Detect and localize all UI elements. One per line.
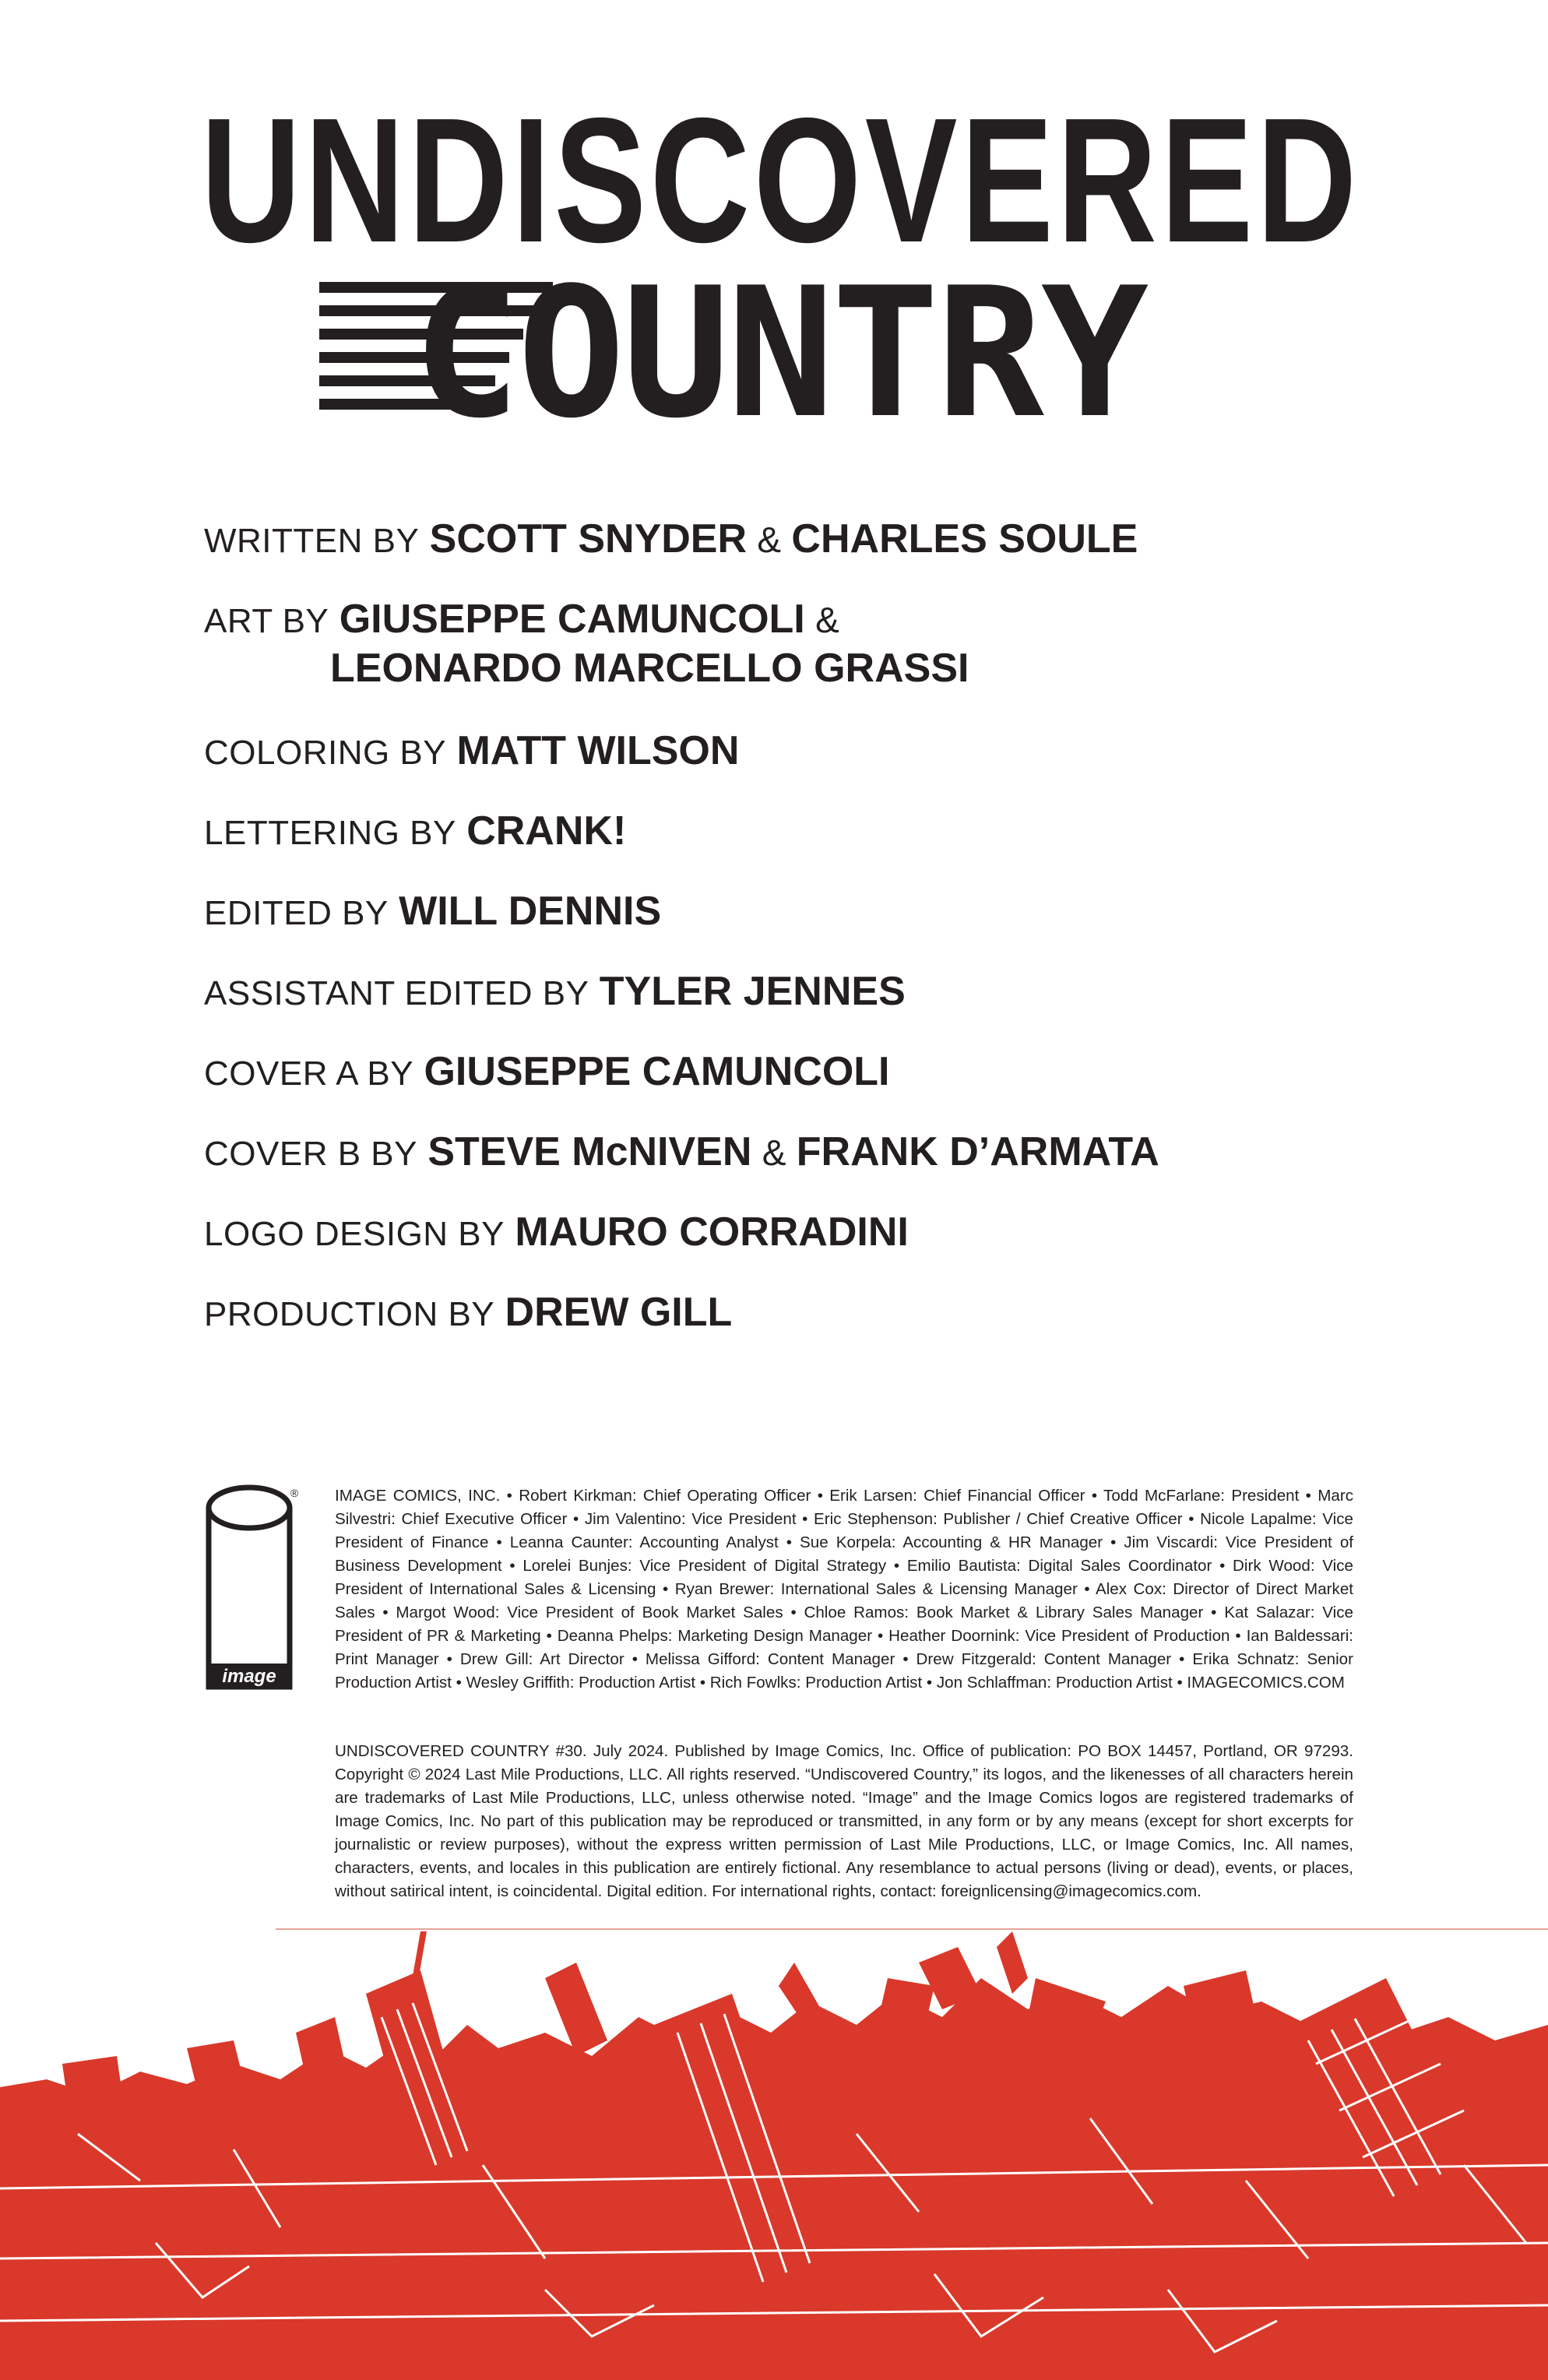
credit-assistant-edited-by: ASSISTANT EDITED BY TYLER JENNES [204, 969, 906, 1014]
city-rubble-illustration [0, 1931, 1548, 2380]
credits-list [204, 516, 1372, 1369]
divider-line [276, 1928, 1548, 1930]
credit-edited-by: EDITED BY WILL DENNIS [204, 889, 662, 934]
credit-cover-a-by: COVER A BY GIUSEPPE CAMUNCOLI [204, 1049, 890, 1094]
credit-logo-design-by: LOGO DESIGN BY MAURO CORRADINI [204, 1209, 909, 1255]
title-line-2-group [319, 250, 1355, 458]
credit-cover-b-by: COVER B BY STEVE McNIVEN & FRANK D’ARMATA [204, 1129, 1159, 1174]
title-line-2: COUNTRY [413, 250, 1146, 458]
title-line-1: UNDISCOVERED [201, 82, 1360, 280]
credit-art-by: ART BY GIUSEPPE CAMUNCOLI & LEONARDO MARCELLO GRASSI [204, 597, 969, 691]
svg-text:®: ® [290, 1487, 299, 1499]
staff-listing: IMAGE COMICS, INC. • Robert Kirkman: Chief Operating Officer • Erik Larsen: Chief Financial Officer • Todd McFarlane: President • Marc Silvestri: Chief Executive Officer • Jim Valentino: Vice President • Eric Stephenson: Publisher / Chief Creative Officer • Nicole Lapalme: Vice President of Finance • Leanna Caunter: Accounting Analyst • Sue Korpela: Accounting & HR Manager • Jim Viscardi: Vice President of Business Development • Lorelei Bunjes: Vice President of Digital Strategy • Emilio Bautista: Digital Sales Coordinator • Dirk Wood: Vice President of International Sales & Licensing • Ryan Brewer: International Sales & Licensing Manager • Alex Cox: Director of Direct Market Sales • Margot Wood: Vice President of Book Market Sales • Chloe Ramos: Book Market & Library Sales Manager • Kat Salazar: Vice President of PR & Marketing • Deanna Phelps: Marketing Design Manager • Heather Doornink: Vice President of Production • Ian Baldessari: Print Manager • Drew Gill: Art Director • Melissa Gifford: Content Manager • Drew Fitzgerald: Content Manager • Erika Schnatz: Senior Production Artist • Wesley Griffith: Production Artist • Rich Fowlks: Production Artist • Jon Schlaffman: Production Artist • IMAGECOMICS.COM [335, 1487, 1353, 1692]
credit-written-by: WRITTEN BY SCOTT SNYDER & CHARLES SOULE [204, 516, 1138, 562]
svg-text:image: image [222, 1666, 276, 1687]
legal-indicia: UNDISCOVERED COUNTRY #30. July 2024. Published by Image Comics, Inc. Office of publication: PO BOX 14457, Portland, OR 97293. Copyright © 2024 Last Mile Productions, LLC. All rights reserved. “Undiscovered Country,” its logos, and the likenesses of all characters herein are trademarks of Last Mile Productions, LLC, unless otherwise noted. “Image” and the Image Comics logos are registered trademarks of Image Comics, Inc. No part of this publication may be reproduced or transmitted, in any form or by any means (except for short excerpts for journalistic or review purposes), without the express written permission of Last Mile Productions, LLC, or Image Comics, Inc. All names, characters, events, and locales in this publication are entirely fictional. Any resemblance to actual persons (living or dead), events, or places, without satirical intent, is coincidental. Digital edition. For international rights, contact: foreignlicensing@imagecomics.com. [335, 1742, 1353, 1900]
credit-lettering-by: LETTERING BY CRANK! [204, 808, 627, 854]
flag-stars-graphic: ★ ★ ★ ★ ★ ★ [1184, 287, 1286, 425]
credit-coloring-by: COLORING BY MATT WILSON [204, 728, 740, 773]
image-comics-logo [204, 1483, 299, 1704]
credit-production-by: PRODUCTION BY DREW GILL [204, 1290, 733, 1335]
